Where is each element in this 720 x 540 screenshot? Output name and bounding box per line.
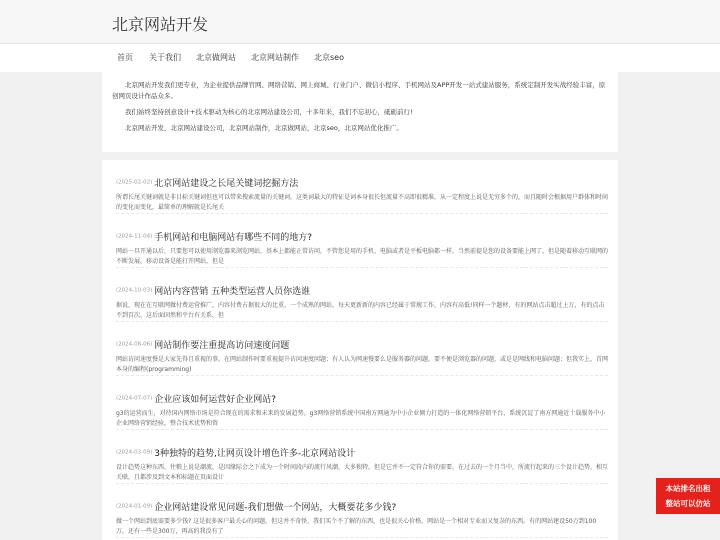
nav-beijing-seo[interactable]: 北京seo — [314, 53, 344, 62]
post-date: (2024-08-06) — [116, 341, 153, 348]
post-date: (2024-10-03) — [116, 287, 153, 294]
post-list — [102, 160, 618, 540]
post-date: (2024-03-09) — [116, 449, 153, 456]
post-title[interactable]: 企业应该如何运营好企业网站? — [154, 395, 277, 405]
list-item — [116, 388, 608, 430]
post-summary: g3的运营而生，对待国内网络市场是符合现在的需求和未来的发展趋势。g3网络营销系统中国南方网通为中小企业倾力打造的一体化网络营销平台，系统沉淀了南方网通近十载服务中小企业网络营销经验，整合技术优势和资 — [116, 410, 606, 427]
post-date: (2024-01-09) — [116, 503, 153, 510]
post-date: (2024-11-04) — [116, 233, 153, 240]
post-date: (2025-02-02) — [116, 179, 153, 186]
list-item — [116, 226, 608, 268]
intro-paragraph: 北京网站开发我们更专业，为企业提供品牌官网、网络营销、网上商城、行业门户、微信小程序、手机网站及APP开发一站式建站服务，系统定制开发实战经验丰富，原创网页设计作品众多。 — [112, 81, 606, 100]
list-item — [116, 172, 608, 214]
list-item — [116, 334, 608, 376]
nav-beijing-web-making[interactable]: 北京网站制作 — [251, 53, 299, 62]
post-summary: 据说，现在在互联网做付费运营推广，内容付费占据很大的比重，一个成熟的网站，每天更新新的内容已经属于常规工作，内容有高低!同样一个题材，有的网站点击超过上万，有的点击不到百次，这后面固然和平台有关系，但 — [116, 302, 605, 319]
badge-line: 整站可以仿站 — [665, 499, 711, 508]
post-summary: 做一个网站到底需要多少钱? 这是很多客户最关心的问题。但这并不奇怪，我们买个不了解的东西，也是很关心价格。网站是一个相对专业而又复杂的东西。有的网站建设50万到100万，还有一些是300万，再高的我没有了 — [116, 518, 597, 535]
post-summary: 设计趋势这种东西，往粮上说是潮流，是因缘际会之下成为一个时间段内的流行风潮，大多独特，但是它并不一定符合你的需要。在过去的一个月当中，所流行起来的三个设计趋势，相互关联，且都涉及到文本和标题在页面设计 — [116, 464, 608, 481]
intro-panel — [102, 72, 618, 152]
list-item — [116, 280, 608, 322]
list-item — [116, 496, 608, 538]
nav-home[interactable]: 首页 — [117, 53, 133, 62]
post-title[interactable]: 网站内容营销 五种类型运营人员你选谁 — [154, 287, 311, 297]
post-summary: 网站一旦开通以后，只要您可以使用浏览器来浏览网站，基本上都能正常访问，不管您是用的手机、电脑或者是平板电脑都一样，当然前提是您的设备要能上网了。但是随着移动互联网的不断发展，移动设备是能打开网站，但是 — [116, 248, 608, 265]
nav-about[interactable]: 关于我们 — [149, 53, 181, 62]
post-title[interactable]: 企业网站建设常见问题-我们想做一个网站，大概要花多少钱? — [154, 503, 397, 513]
post-title[interactable]: 网站制作要注重提高访问速度问题 — [154, 341, 290, 351]
post-summary: 网站访问速度慢是大家先得且重视的事，在网站制作时要重视提升访问速度问题；有人认为网速慢要么是服务器的问题，要不便是浏览器的问题，或是是网线和电脑问题；但我实上，首网本身的编程(programming) — [116, 356, 608, 373]
intro-paragraph: 我们始终坚持创意设计+技术驱动为核心的北京网站建设公司，十多年来，我们不忘初心，砥砺前行! — [125, 108, 413, 116]
post-summary: 所谓长尾关键词就是非目标关键词但也可以带来搜索流量的关键词。这类词最大的特征是词本身很长但流量不高即很精准，从一定程度上说是无穷多个的，而且随时会根据用户群体和时间的变化而变化，最简单的理解就是长尾关 — [116, 194, 608, 211]
intro-paragraph: 北京网站开发，北京网站建设公司，北京网站制作，北京做网站，北京seo，北京网站优化推广。 — [125, 124, 403, 132]
badge-line: 本站排名出租 — [665, 484, 711, 493]
rental-badge[interactable] — [656, 478, 720, 514]
post-date: (2024-07-07) — [116, 395, 153, 402]
list-item — [116, 442, 608, 484]
post-title[interactable]: 3种独特的趋势,让网页设计增色许多-北京网站设计 — [154, 449, 356, 459]
nav-beijing-website[interactable]: 北京做网站 — [196, 53, 236, 62]
post-title[interactable]: 北京网站建设之长尾关键词挖掘方法 — [154, 179, 299, 189]
post-title[interactable]: 手机网站和电脑网站有哪些不同的地方? — [154, 233, 313, 243]
main-nav — [0, 44, 720, 72]
site-title[interactable]: 北京网站开发 — [112, 15, 209, 34]
header-bar — [0, 0, 720, 44]
